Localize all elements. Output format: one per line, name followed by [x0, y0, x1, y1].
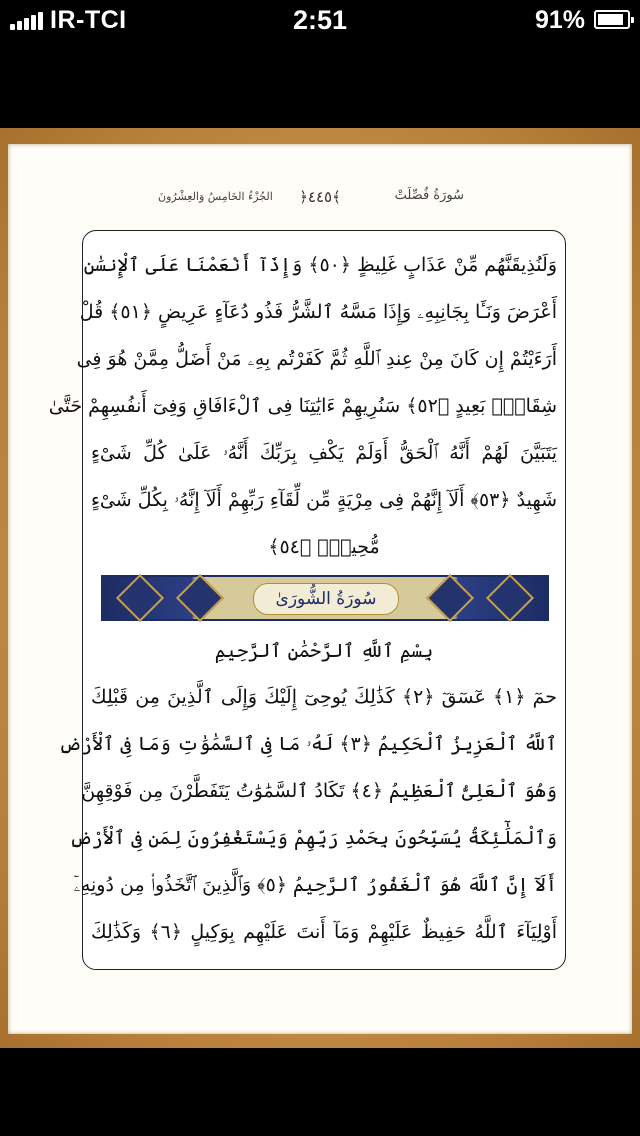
ornament-icon: [176, 574, 224, 622]
verse-line[interactable]: وَٱلْمَلَٰٓئِكَةُ يُسَبِّحُونَ بِحَمْدِ رَبِّهِمْ وَيَسْتَغْفِرُونَ لِمَن فِى ٱلْأَرْضِ: [69, 827, 557, 849]
ornament-icon: [486, 574, 534, 622]
juz-header: الجُزْءُ الخَامِسُ وَالعِشْرُونَ: [158, 190, 273, 203]
basmala: بِسْمِ ٱللَّهِ ٱلرَّحْمَٰنِ ٱلرَّحِيمِ: [214, 640, 434, 662]
page-number: ﴿٤٤٥﴾: [299, 188, 341, 206]
verse-line[interactable]: أَرَءَيْتُمْ إِن كَانَ مِنْ عِندِ ٱللَّهِ ثُمَّ كَفَرْتُم بِهِۦ مَنْ أَضَلُّ مِمَّنْ هُوَ فِى: [76, 348, 557, 370]
verse-line[interactable]: أَوْلِيَآءَ ٱللَّهُ حَفِيظٌ عَلَيْهِمْ وَمَآ أَنتَ عَلَيْهِم بِوَكِيلٍ ﴿٦﴾ وَكَذَٰلِكَ: [91, 921, 557, 943]
verse-line[interactable]: ٱللَّهُ ٱلْعَزِيزُ ٱلْحَكِيمُ ﴿٣﴾ لَهُۥ مَا فِى ٱلسَّمَٰوَٰتِ وَمَا فِى ٱلْأَرْضِ: [58, 733, 557, 755]
surah-title: سُورَةُ الشُّورَىٰ: [253, 583, 399, 615]
verse-line[interactable]: أَعْرَضَ وَنَـَٔا بِجَانِبِهِۦ وَإِذَا مَسَّهُ ٱلشَّرُّ فَذُو دُعَآءٍ عَرِيضٍ ﴿٥١﴾ قُلْ: [79, 301, 557, 323]
mushaf-page[interactable]: [8, 144, 632, 1034]
ornament-icon: [426, 574, 474, 622]
page-header: [8, 188, 632, 218]
verse-line[interactable]: مُّحِيطٌۢ ﴿٥٤﴾: [268, 536, 380, 558]
verse-line[interactable]: شِقَاقٍۭ بَعِيدٍ ﴿٥٢﴾ سَنُرِيهِمْ ءَايَٰتِنَا فِى ٱلْءَافَاقِ وَفِىٓ أَنفُسِهِمْ حَتَّىٰ: [48, 395, 557, 417]
verse-line[interactable]: وَهُوَ ٱلْعَلِىُّ ٱلْعَظِيمُ ﴿٤﴾ تَكَادُ ٱلسَّمَٰوَٰتُ يَتَفَطَّرْنَ مِن فَوْقِهِنَّ: [81, 780, 557, 802]
battery-icon: [594, 10, 630, 29]
page-frame: [0, 128, 640, 1048]
surah-title-banner: [101, 575, 549, 621]
verse-line[interactable]: يَتَبَيَّنَ لَهُمْ أَنَّهُ ٱلْحَقُّ أَوَلَمْ يَكْفِ بِرَبِّكَ أَنَّهُۥ عَلَىٰ كُلِّ شَىْءٍ: [91, 442, 557, 464]
verse-line[interactable]: حمٓ ﴿١﴾ عٓسٓقٓ ﴿٢﴾ كَذَٰلِكَ يُوحِىٓ إِلَيْكَ وَإِلَى ٱلَّذِينَ مِن قَبْلِكَ: [91, 686, 558, 708]
status-time: 2:51: [292, 5, 348, 35]
verse-line[interactable]: شَهِيدٌ ﴿٥٣﴾ أَلَآ إِنَّهُمْ فِى مِرْيَةٍ مِّن لِّقَآءِ رَبِّهِمْ أَلَآ إِنَّهُۥ بِكُلِّ شَىْءٍ: [91, 489, 557, 511]
quran-text-box: [48, 230, 566, 970]
verse-line[interactable]: وَلَنُذِيقَنَّهُم مِّنْ عَذَابٍ غَلِيظٍ ﴿٥٠﴾ وَإِذَآ أَنْعَمْنَا عَلَى ٱلْإِنسَٰنِ: [83, 254, 557, 276]
ornament-icon: [116, 574, 164, 622]
verse-line[interactable]: أَلَآ إِنَّ ٱللَّهَ هُوَ ٱلْغَفُورُ ٱلرَّحِيمُ ﴿٥﴾ وَٱلَّذِينَ ٱتَّخَذُوا۟ مِن دُونِهِۦٓ: [73, 874, 557, 896]
status-bar: [0, 0, 640, 40]
battery-percent: 91%: [534, 6, 585, 34]
surah-name-header: سُورَةُ فُصِّلَتْ: [394, 188, 464, 203]
carrier-name: IR-TCI: [50, 6, 127, 34]
